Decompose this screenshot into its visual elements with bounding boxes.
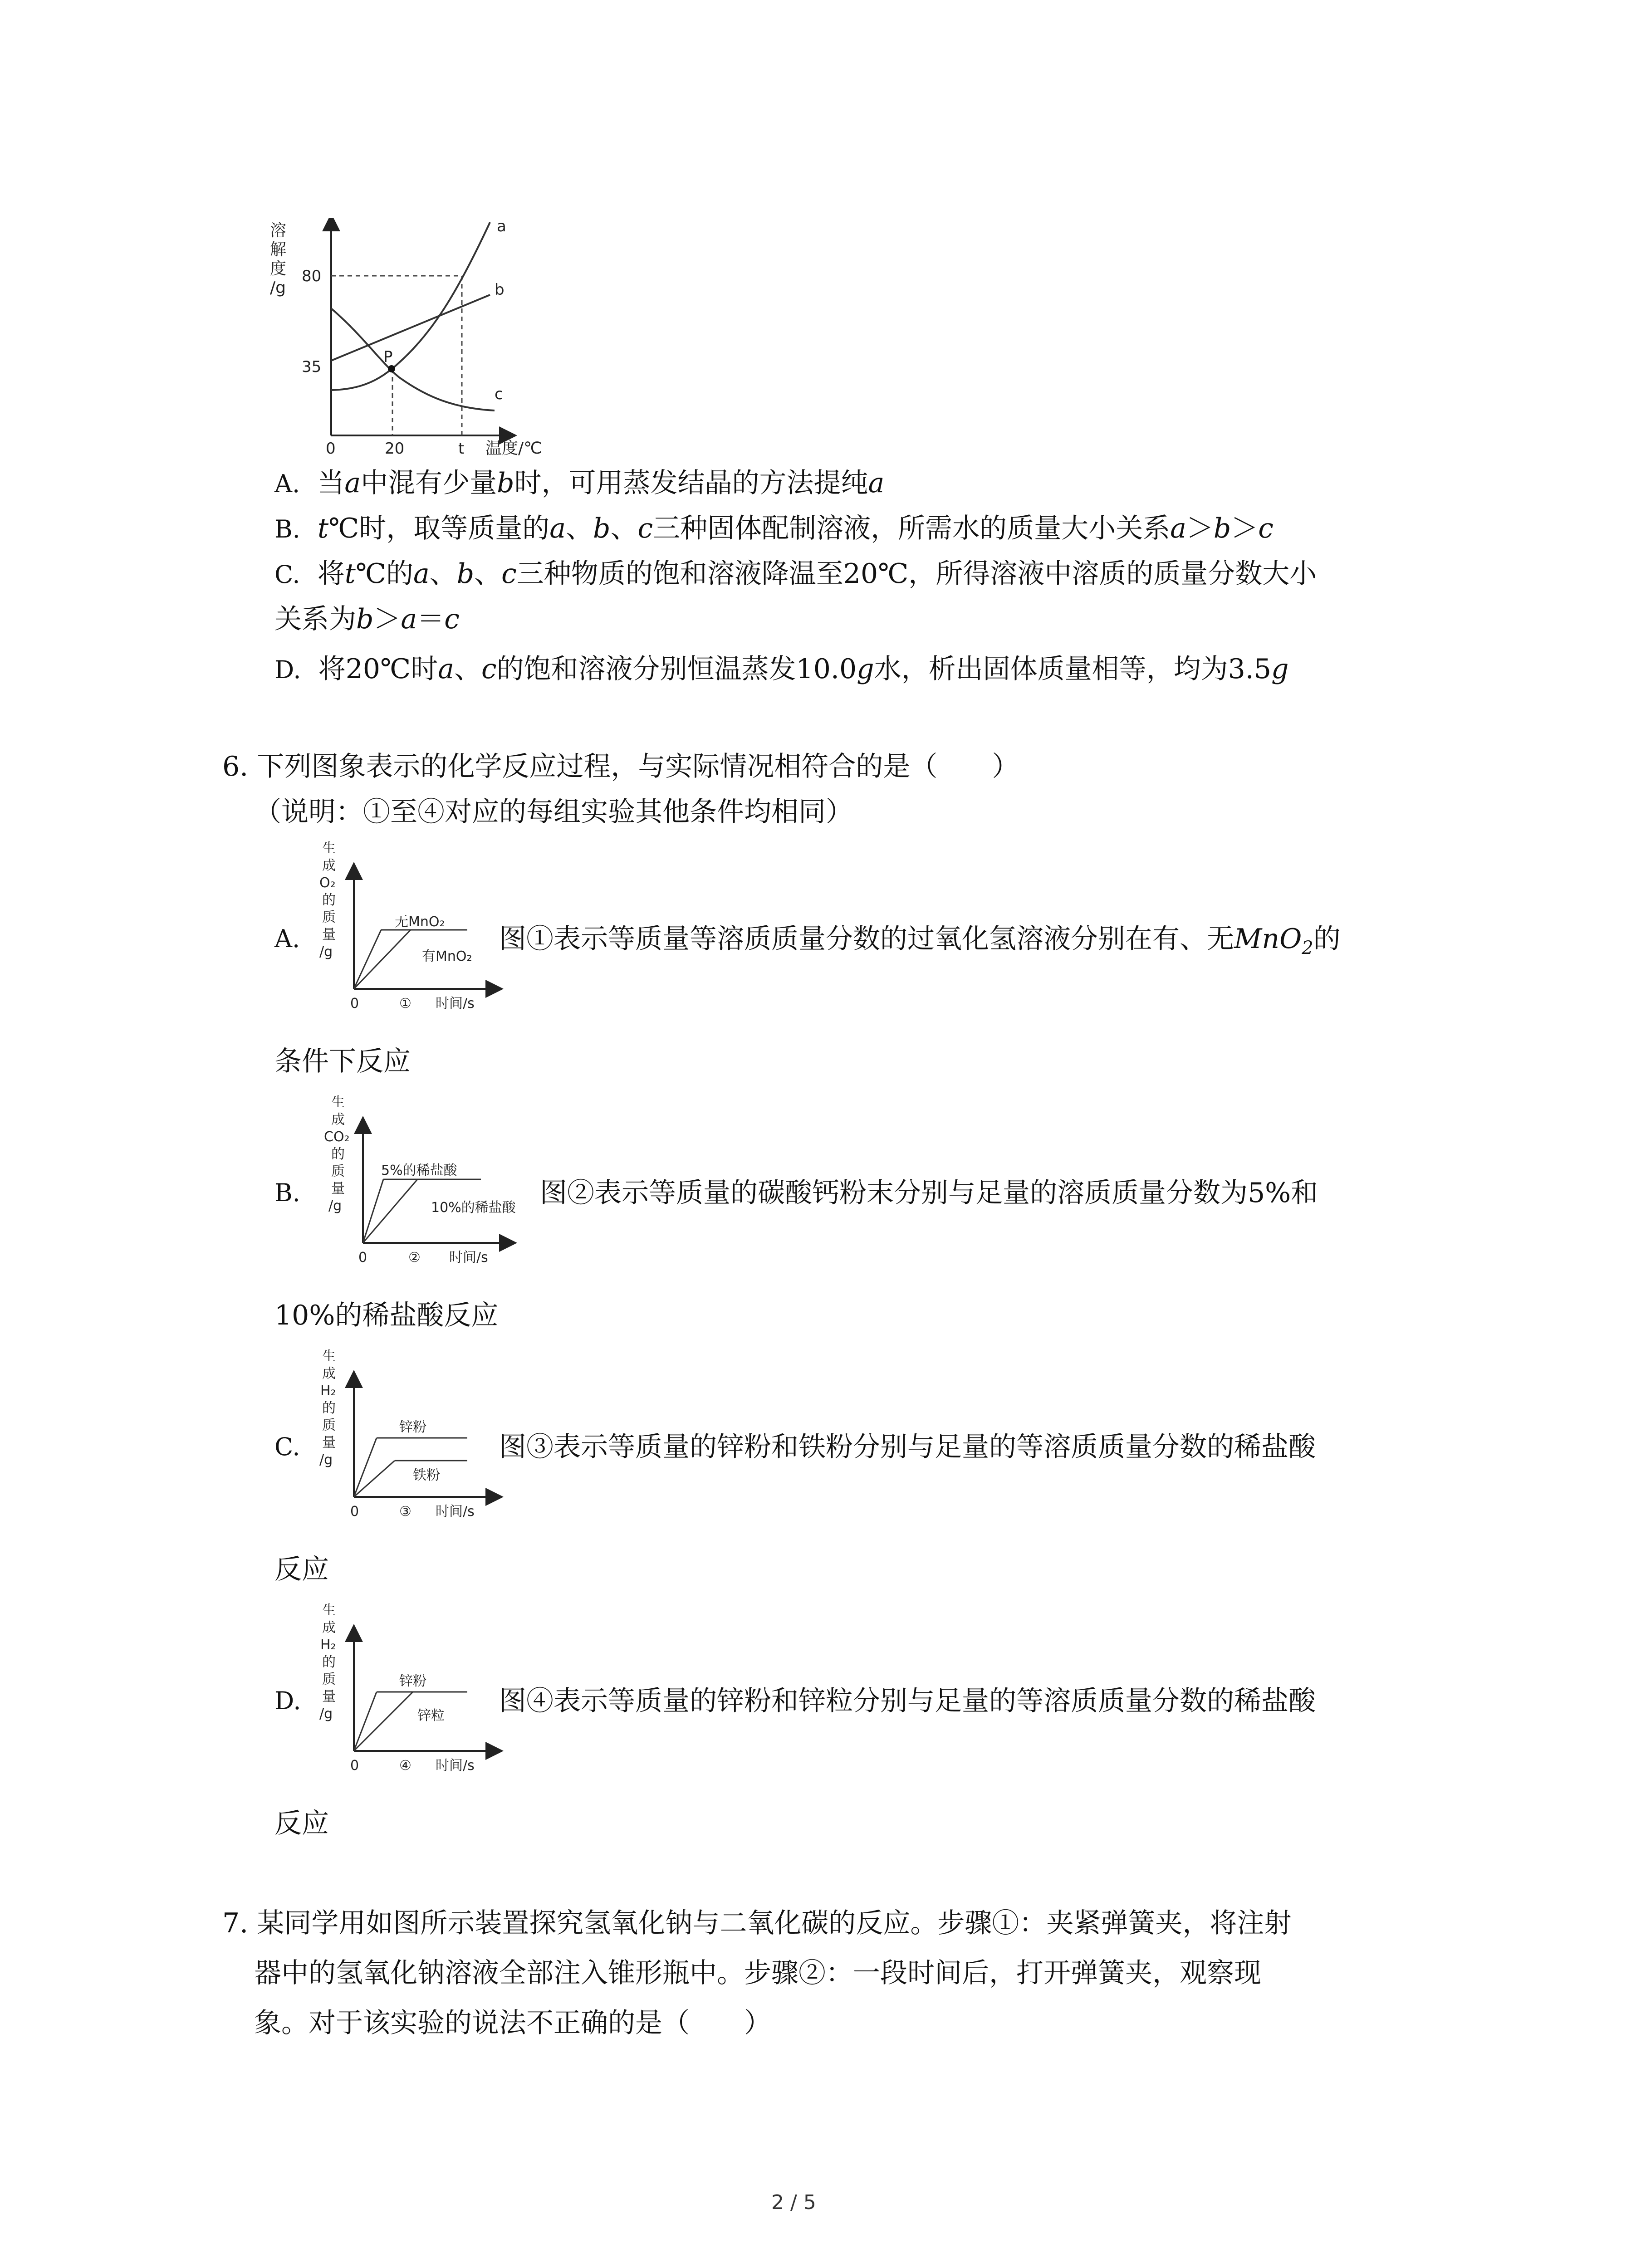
- q6b-ylabel-5: 量: [331, 1181, 345, 1197]
- q6c-ylabel-0: 生: [322, 1349, 336, 1364]
- q6-number: 6.: [222, 751, 249, 782]
- q6-option-a-line2: 条件下反应: [274, 1046, 411, 1077]
- q5-c-p0: 将: [317, 558, 345, 590]
- q7-line2: 器中的氢氧化钠溶液全部注入锥形瓶中。步骤②：一段时间后，打开弹簧夹，观察现: [254, 1957, 1261, 1989]
- q6c-ylabel-1: 成: [322, 1366, 336, 1382]
- curve-c: [331, 308, 495, 411]
- q5-a-p2: 中混有少量: [361, 467, 497, 499]
- q6-note: （说明：①至④对应的每组实验其他条件均相同）: [254, 796, 853, 828]
- q6b-xlabel: 时间/s: [449, 1250, 488, 1266]
- y-label-0: 溶: [270, 221, 287, 240]
- q6c-origin: 0: [350, 1504, 359, 1520]
- q5-b-p2: a: [549, 513, 566, 544]
- q5-b-p0: t: [318, 513, 329, 544]
- q5-option-c-line1: [274, 556, 1317, 593]
- q6-chart-c: [313, 1347, 504, 1556]
- q5-b-p4: b: [593, 513, 611, 544]
- q5-d-p1: a: [438, 653, 454, 685]
- q6-chart-a: [313, 839, 504, 1048]
- q6a-text-mno: MnO: [1234, 923, 1302, 955]
- q6a-ylabel-3: 的: [322, 892, 336, 908]
- q6a-text-sub: 2: [1302, 938, 1313, 958]
- q5-c2-p2: ＞: [373, 603, 401, 635]
- q5-b-p6: c: [637, 513, 653, 544]
- q6-option-d-line1: 图④表示等质量的锌粉和锌粒分别与足量的等溶质质量分数的稀盐酸: [499, 1685, 1316, 1717]
- q5-c2-p1: b: [356, 603, 374, 635]
- q6c-series-0: 锌粉: [399, 1419, 426, 1435]
- x-label: 温度/℃: [485, 439, 542, 458]
- x-tick-20: 20: [385, 440, 405, 458]
- curve-a: [331, 222, 490, 390]
- q5-b-p7: 三种固体配制溶液，所需水的质量大小关系: [653, 513, 1171, 544]
- q5-option-d: [274, 651, 1288, 688]
- q5-c-p8: 三种物质的饱和溶液降温至20℃，所得溶液中溶质的质量分数大小: [516, 558, 1317, 590]
- q5-c-p7: c: [501, 558, 517, 590]
- q5-b-p1: ℃时，取等质量的: [328, 513, 550, 544]
- y-tick-80: 80: [302, 267, 322, 285]
- q6a-ylabel-6: /g: [319, 944, 333, 960]
- q6-option-a-letter: A.: [274, 924, 300, 953]
- q6-stem: [222, 748, 1019, 785]
- q6a-text-c: 的: [1313, 923, 1341, 955]
- q6-option-b-letter: B.: [274, 1178, 300, 1207]
- x-tick-t: t: [458, 440, 465, 458]
- q6c-marker: ③: [399, 1504, 411, 1520]
- q6-chart-d: [313, 1601, 504, 1810]
- q6c-xlabel: 时间/s: [436, 1504, 475, 1520]
- page-number: 2 / 5: [771, 2191, 816, 2214]
- q6d-ylabel-0: 生: [322, 1603, 336, 1618]
- q5-b-p3: 、: [566, 513, 593, 544]
- q6d-ylabel-1: 成: [322, 1620, 336, 1636]
- q6d-ylabel-5: 量: [322, 1689, 336, 1705]
- q6d-line-granule-rise: [354, 1692, 413, 1751]
- q6b-series-0: 5%的稀盐酸: [381, 1163, 457, 1178]
- q6d-ylabel-3: 的: [322, 1654, 336, 1670]
- q6a-text-a: 图①表示等质量等溶质质量分数的过氧化氢溶液分别在有、无: [499, 923, 1234, 955]
- q5-c2-p0: 关系为: [274, 603, 356, 635]
- q6d-ylabel-4: 质: [322, 1672, 336, 1687]
- q6b-ylabel-3: 的: [331, 1146, 345, 1162]
- q7-number: 7.: [222, 1907, 249, 1939]
- q6d-series-1: 锌粒: [417, 1708, 445, 1724]
- q6c-line-fe-rise: [354, 1461, 395, 1497]
- q5-d-p6: 水，析出固体质量相等，均为3.5: [874, 653, 1271, 685]
- q5-c2-p5: c: [444, 603, 460, 635]
- q5-d-p0: 将20℃时: [318, 653, 438, 685]
- q6-option-b-line2: 10%的稀盐酸反应: [274, 1300, 499, 1331]
- q5-b-p10: b: [1213, 513, 1231, 544]
- q6c-ylabel-5: 量: [322, 1435, 336, 1451]
- q6c-ylabel-4: 质: [322, 1418, 336, 1433]
- q6b-marker: ②: [408, 1250, 421, 1266]
- q6d-ylabel-2: H₂: [320, 1637, 336, 1653]
- q6c-ylabel-2: H₂: [320, 1383, 336, 1399]
- point-p-label: P: [383, 348, 393, 366]
- q5-c2-p4: ＝: [417, 603, 445, 635]
- q6b-ylabel-0: 生: [331, 1095, 345, 1110]
- q5-option-d-letter: D.: [274, 655, 301, 684]
- q6-chart-b: [313, 1093, 549, 1302]
- q6d-xlabel: 时间/s: [436, 1758, 475, 1774]
- y-tick-35: 35: [302, 358, 322, 376]
- q6c-ylabel-3: 的: [322, 1400, 336, 1416]
- q6a-line-mno2-rise: [354, 930, 411, 989]
- solubility-chart: [263, 218, 608, 463]
- q6-option-d-line2: 反应: [274, 1808, 329, 1839]
- q6-option-d-letter: D.: [274, 1686, 301, 1715]
- q6-option-b-line1: 图②表示等质量的碳酸钙粉末分别与足量的溶质质量分数为5%和: [540, 1177, 1318, 1209]
- q6d-origin: 0: [350, 1758, 359, 1774]
- q7-line3: 象。对于该实验的说法不正确的是（ ）: [254, 2007, 771, 2039]
- q6a-series-1: 有MnO₂: [422, 948, 472, 964]
- q6b-series-1: 10%的稀盐酸: [431, 1200, 516, 1216]
- q7-line1-text: 某同学用如图所示装置探究氢氧化钠与二氧化碳的反应。步骤①：夹紧弹簧夹，将注射: [257, 1907, 1292, 1939]
- q5-b-p11: ＞: [1231, 513, 1259, 544]
- q5-b-p12: c: [1258, 513, 1274, 544]
- y-label-1: 解: [270, 240, 287, 259]
- q6c-ylabel-6: /g: [319, 1452, 333, 1468]
- q6-option-c-letter: C.: [274, 1432, 300, 1461]
- q5-d-p5: g: [857, 653, 874, 685]
- q5-c-p6: 、: [474, 558, 502, 590]
- q5-c-p5: b: [456, 558, 475, 590]
- q5-d-p4: 的饱和溶液分别恒温蒸发10.0: [496, 653, 857, 685]
- q6b-ylabel-2: CO₂: [324, 1129, 350, 1145]
- q6-stem-text: 下列图象表示的化学反应过程，与实际情况相符合的是（ ）: [257, 751, 1019, 782]
- q5-c-p1: t: [344, 558, 356, 590]
- q5-option-c-letter: C.: [274, 560, 300, 589]
- q5-c-p2: ℃的: [355, 558, 413, 590]
- q6a-xlabel: 时间/s: [436, 996, 475, 1012]
- q6-option-c-line1: 图③表示等质量的锌粉和铁粉分别与足量的等溶质质量分数的稀盐酸: [499, 1431, 1316, 1463]
- q6d-ylabel-6: /g: [319, 1706, 333, 1722]
- q6c-line-zn-rise: [354, 1438, 377, 1497]
- q5-option-a: [274, 465, 884, 502]
- q5-option-b: [274, 510, 1274, 547]
- q5-a-p5: a: [868, 467, 885, 499]
- q5-b-p8: a: [1170, 513, 1186, 544]
- q5-c-p4: 、: [429, 558, 457, 590]
- curve-a-label: a: [497, 218, 506, 235]
- q6c-series-1: 铁粉: [413, 1467, 440, 1483]
- curve-b-label: b: [495, 281, 505, 299]
- q5-b-p5: 、: [610, 513, 638, 544]
- q5-option-c-line2: [274, 601, 460, 637]
- q6-option-a-line1: [499, 921, 1341, 966]
- point-p: [388, 365, 395, 372]
- q5-b-p9: ＞: [1186, 513, 1214, 544]
- q5-d-p3: c: [481, 653, 497, 685]
- q6b-origin: 0: [358, 1250, 367, 1266]
- q6b-ylabel-6: /g: [328, 1198, 342, 1214]
- q6d-marker: ④: [399, 1758, 411, 1774]
- q6b-line-5pct-rise: [363, 1179, 383, 1243]
- q5-c-p3: a: [413, 558, 430, 590]
- q7-line1: [222, 1905, 1291, 1941]
- y-label-2: 度: [270, 259, 287, 278]
- q5-a-p4: 时，可用蒸发结晶的方法提纯: [514, 467, 868, 499]
- q6d-line-powder-rise: [354, 1692, 377, 1751]
- q5-a-p3: b: [497, 467, 514, 499]
- q6b-line-10pct-rise: [363, 1179, 417, 1243]
- q5-d-p2: 、: [454, 653, 481, 685]
- q5-option-a-letter: A.: [274, 469, 300, 498]
- q6b-ylabel-4: 质: [331, 1163, 345, 1179]
- q6a-line-no-mno2-rise: [354, 930, 381, 989]
- y-label-3: /g: [270, 279, 286, 297]
- q6-option-c-line2: 反应: [274, 1554, 329, 1585]
- q6a-ylabel-2: O₂: [319, 875, 336, 891]
- q6d-series-0: 锌粉: [399, 1673, 426, 1689]
- curve-c-label: c: [495, 385, 503, 403]
- q5-a-p0: 当: [317, 467, 345, 499]
- q5-d-p7: g: [1271, 653, 1289, 685]
- q6a-ylabel-4: 质: [322, 909, 336, 925]
- q6a-ylabel-1: 成: [322, 858, 336, 874]
- q6a-series-0: 无MnO₂: [395, 914, 445, 930]
- x-tick-0: 0: [326, 440, 336, 458]
- q5-a-p1: a: [344, 467, 361, 499]
- q6a-origin: 0: [350, 996, 359, 1012]
- q6a-ylabel-0: 生: [322, 841, 336, 856]
- q6a-marker: ①: [399, 996, 411, 1012]
- q5-c2-p3: a: [401, 603, 417, 635]
- q5-option-b-letter: B.: [274, 515, 300, 543]
- q6a-ylabel-5: 量: [322, 927, 336, 943]
- q6b-ylabel-1: 成: [331, 1112, 345, 1128]
